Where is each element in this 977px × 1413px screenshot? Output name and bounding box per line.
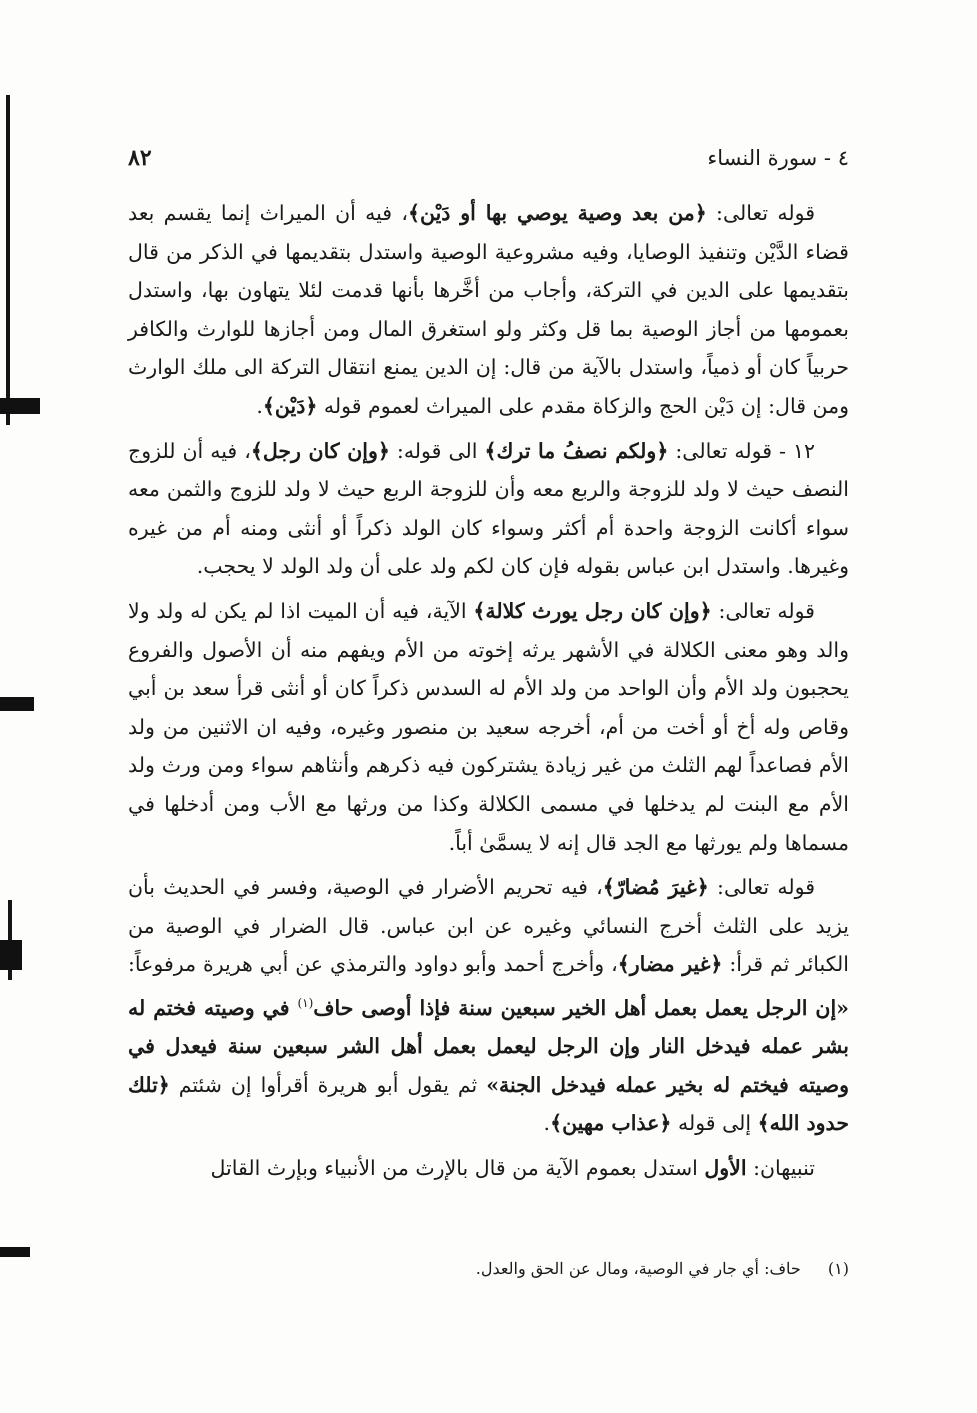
- text-segment: قوله تعالى:: [711, 598, 815, 623]
- quran-quote: ﴿تلك حدود الله﴾: [128, 1072, 849, 1136]
- page-header: [128, 140, 849, 176]
- quran-quote: ﴿ولكم نصفُ ما ترك﴾: [484, 438, 669, 463]
- text-segment: إلى قوله: [671, 1111, 758, 1136]
- text-segment: ، فيه أن للزوج النصف حيث لا ولد للزوجة والربع معه وأن للزوجة الربع حيث لا ولد للزوج والثمن معه سواء أكانت الزوجة واحدة أم أكثر وسواء كان الولد ذكراً أو أنثى ومنه أم من غيره وغيرها. واستدل ابن عباس بقوله فإن كان لكم ولد على أن ولد الولد لا يحجب.: [128, 438, 849, 579]
- text-segment: قوله تعالى:: [706, 201, 816, 225]
- footnote-number: (١): [827, 1259, 849, 1278]
- quran-quote: ﴿من بعد وصية يوصي بها أو دَيْن﴾: [407, 201, 707, 225]
- quran-quote: ﴿وإن كان رجل يورث كلالة﴾: [473, 598, 712, 623]
- scan-edge-mark: [0, 940, 22, 970]
- paragraph: [128, 432, 849, 586]
- quran-quote: ﴿دَيْن﴾: [262, 393, 318, 418]
- text-segment: الى قوله:: [389, 438, 485, 463]
- footnote: [128, 1256, 849, 1282]
- text-segment: تنبيهان:: [746, 1156, 815, 1181]
- paragraph: [128, 194, 849, 426]
- text-segment: ١٢ - قوله تعالى:: [668, 438, 815, 463]
- quran-quote: ﴿غيرَ مُضارّ﴾: [602, 875, 709, 900]
- hadith-quote: «إن الرجل يعمل بعمل أهل الخير سبعين سنة فإذا أوصى حاف: [313, 995, 849, 1020]
- text-segment: استدل بعموم الآية من قال بالإرث من الأنبياء وبإرث القاتل: [210, 1156, 705, 1181]
- paragraph: [128, 592, 849, 862]
- footnote-ref: (١): [297, 995, 314, 1010]
- text-segment: الآية، فيه أن الميت اذا لم يكن له ولد ولا والد وهو معنى الكلالة في الأشهر يرثه إخوته من الأم ويفهم منه أن الأصول والفروع يحجبون ولد الأم وأن الواحد من ولد الأم له السدس ذكراً كان أو أنثى قرأ سعد بن أبي وقاص وله أخ أو أخت من أم، أخرجه سعيد بن منصور وغيره، وفيه ان الاثنين من ولد الأم فصاعداً لهم الثلث من غير زيادة يشتركون فيه ذكرهم وأنثاهم سواء ومن ورث ولد الأم مع البنت لم يدخلها في مسمى الكلالة وكذا من ورثها مع الأب ومن أدخلها في مسماها ولم يورثها مع الجد قال إنه لا يسمَّىٰ أباً.: [128, 598, 849, 855]
- text-segment: .: [543, 1111, 551, 1136]
- text-segment: ، فيه أن الميراث إنما يقسم بعد قضاء الدَّيْن وتنفيذ الوصايا، وفيه مشروعية الوصية واستدل بتقديمها في الذكر من قال بتقديمها على الدين في التركة، وأجاب من أخَّرها بأنها قدمت لئلا يتهاون بها، واستدل بعمومها من أجاز الوصية بما قل وكثر ولو استغرق المال ومن أجازها للوارث والكافر حربياً كان أو ذمياً، واستدل بالآية من قال: إن الدين يمنع انتقال التركة الى ملك الوارث ومن قال: إن دَيْن الحج والزكاة مقدم على الميراث لعموم قوله: [128, 201, 849, 418]
- quran-quote: ﴿عذاب مهين﴾: [550, 1111, 672, 1136]
- text-segment: .: [256, 393, 263, 418]
- footnote-text: حاف: أي جار في الوصية، ومال عن الحق والعدل.: [475, 1259, 801, 1278]
- quran-quote: الأول: [704, 1156, 747, 1181]
- paragraph: [128, 868, 849, 1143]
- hadith-quote: في وصيته فختم له بشر عمله فيدخل النار وإن الرجل ليعمل بعمل أهل الشر سبعين سنة فيعدل في وصيته فيختم له بخير عمله فيدخل الجنة»: [128, 995, 850, 1097]
- text-segment: قوله تعالى:: [708, 875, 815, 900]
- scan-edge-line: [6, 95, 10, 425]
- scan-edge-mark: [0, 697, 34, 711]
- quran-quote: ﴿غير مضار﴾: [617, 952, 723, 977]
- scan-edge-mark: [0, 398, 40, 414]
- text-segment: ، فيه تحريم الأضرار في الوصية، وفسر في الحديث بأن يزيد على الثلث أخرج النسائي وغيره عن ابن عباس. قال الضرار في الوصية من الكبائر ثم قرأ:: [128, 875, 849, 977]
- main-text: [128, 194, 849, 1194]
- page-number: ٨٢: [128, 145, 152, 171]
- quran-quote: ﴿وإن كان رجل﴾: [250, 438, 390, 463]
- paragraph: [128, 1149, 849, 1188]
- scan-edge-mark: [0, 1247, 30, 1257]
- text-segment: ، وأخرج أحمد وأبو دواود والترمذي عن أبي هريرة مرفوعاً:: [128, 952, 618, 977]
- surah-title: ٤ - سورة النساء: [707, 146, 849, 170]
- text-segment: ثم يقول أبو هريرة أقرأوا إن شئتم: [169, 1072, 487, 1097]
